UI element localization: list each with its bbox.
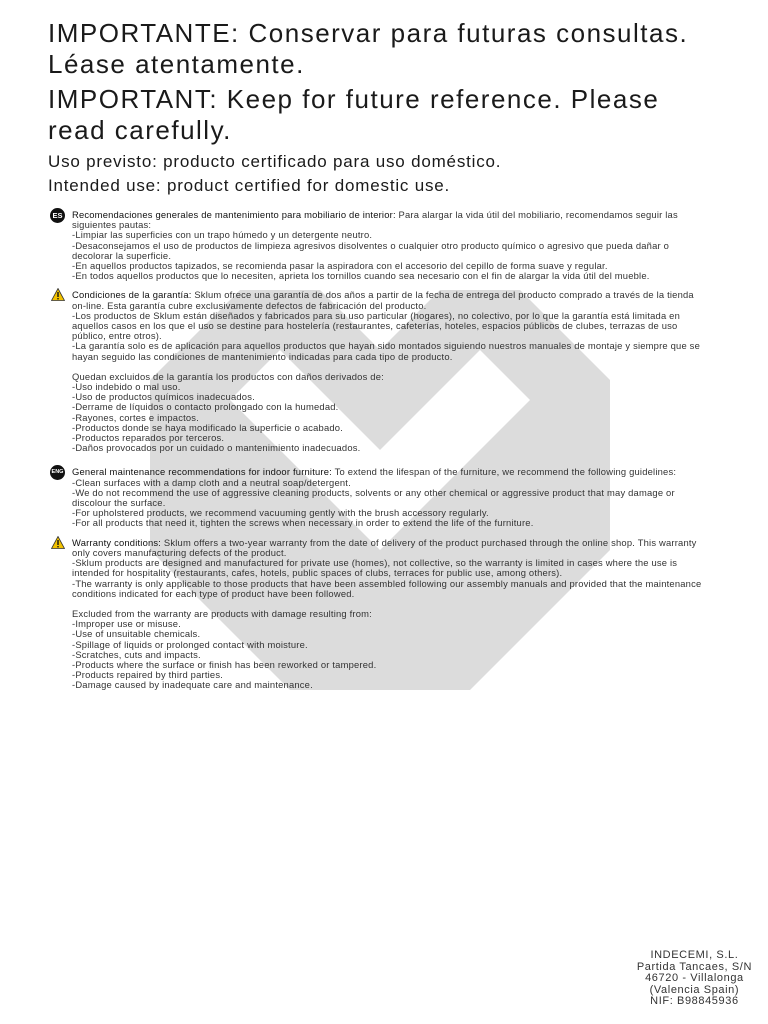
list-item: -The warranty is only applicable to those products that have been assembled following our assembly manuals and provided that the maintenance conditions indicated for each type of product have been followed.	[72, 577, 702, 599]
excluded-title: Excluded from the warranty are products with damage resulting from:	[72, 607, 372, 619]
company-address	[637, 950, 752, 1008]
address-line: (Valencia Spain)	[649, 983, 740, 996]
list-item: -Uso indebido o mal uso.	[72, 381, 181, 393]
list-item: -Limpiar las superficies con un trapo húmedo y un detergente neutro.	[72, 229, 373, 241]
intended-use-en: Intended use: product certified for domestic use.	[48, 176, 451, 195]
company-name: INDECEMI, S.L.	[650, 949, 739, 961]
warning-triangle-icon	[51, 288, 65, 301]
section-intro: Para alargar la vida útil del mobiliario, recomendamos seguir las siguientes pautas:	[72, 209, 678, 231]
warning-triangle-icon	[51, 536, 65, 549]
list-item: -Desaconsejamos el uso de productos de limpieza agresivos disolventes o cualquier otro producto químico o agresivo que pueda dañar o decolorar la superficie.	[72, 239, 670, 261]
warranty-section-en	[48, 538, 708, 691]
list-item: -Uso de productos químicos inadecuados.	[72, 391, 255, 403]
section-intro: Sklum offers a two-year warranty from the date of delivery of the product purchased through the online shop. This warranty only covers manufacturing defects of the product.	[72, 536, 697, 558]
list-item: -La garantía solo es de aplicación para aquellos productos que hayan sido montados siguiendo nuestros manuales de montaje y siempre que se hayan seguido las condiciones de mantenimiento indicadas para cada tipo de producto.	[72, 340, 700, 362]
maintenance-section-en	[48, 467, 708, 528]
list-item: -Use of unsuitable chemicals.	[72, 628, 201, 640]
list-item: -Improper use or misuse.	[72, 618, 182, 630]
address-line: 46720 - Villalonga	[645, 972, 744, 984]
excluded-title: Quedan excluidos de la garantía los productos con daños derivados de:	[72, 370, 384, 382]
list-item: -En aquellos productos tapizados, se recomienda pasar la aspiradora con el accesorio del cepillo de forma suave y regular.	[72, 260, 608, 272]
list-item: -Clean surfaces with a damp cloth and a neutral soap/detergent.	[72, 476, 351, 488]
list-item: -Daños provocados por un cuidado o mantenimiento inadecuados.	[72, 442, 361, 454]
list-item: -Productos reparados por terceros.	[72, 432, 225, 444]
section-title: Recomendaciones generales de mantenimiento para mobiliario de interior:	[72, 209, 396, 220]
list-item: -Productos donde se haya modificado la superficie o acabado.	[72, 421, 344, 433]
list-item: -Products where the surface or finish has been reworked or tampered.	[72, 658, 377, 670]
english-badge-icon: ENG	[50, 465, 65, 480]
list-item: -Scratches, cuts and impacts.	[72, 648, 201, 660]
section-title: Condiciones de la garantía:	[72, 289, 192, 301]
important-notice-en: IMPORTANT: Keep for future reference. Please read carefully.	[48, 84, 660, 145]
list-item: -For all products that need it, tighten the screws when necessary in order to extend the life of the furniture.	[72, 517, 534, 529]
list-item: -Derrame de líquidos o contacto prolongado con la humedad.	[72, 401, 339, 413]
list-item: -Los productos de Sklum están diseñados y fabricados para su uso particular (hogares), no colectivo, por lo que la garantía está limitada en aquellos casos en los que el uso se destine para hostelería (restaurantes, cafeterías, hoteles, espacios públicos de clubes, terrazas de uso público, entre otros).	[72, 309, 681, 342]
list-item: -We do not recommend the use of aggressive cleaning products, solvents or any other chemical or aggressive product that may damage or discolour the surface.	[72, 486, 675, 509]
section-title: Warranty conditions:	[72, 536, 162, 548]
section-title: General maintenance recommendations for indoor furniture:	[72, 466, 332, 478]
list-item: -Rayones, cortes e impactos.	[72, 411, 200, 423]
intended-use-es: Uso previsto: producto certificado para uso doméstico.	[48, 152, 502, 171]
document-body	[48, 18, 708, 691]
list-item: -For upholstered products, we recommend vacuuming gently with the brush accessory regularly.	[72, 507, 489, 519]
tax-id: NIF: B98845936	[650, 995, 739, 1007]
list-item: -Products repaired by third parties.	[72, 669, 224, 681]
warranty-section-es	[48, 290, 708, 453]
section-intro: To extend the lifespan of the furniture, we recommend the following guidelines:	[331, 466, 677, 478]
maintenance-section-es	[48, 210, 708, 281]
address-line: Partida Tancaes, S/N	[636, 960, 752, 973]
spanish-badge-icon: ES	[50, 208, 65, 223]
section-intro: Sklum ofrece una garantía de dos años a partir de la fecha de entrega del producto comprado a través de la tienda on-line. Esta garantía cubre exclusivamente defectos de fabricación del producto.	[72, 289, 694, 311]
important-notice-es: IMPORTANTE: Conservar para futuras consultas. Léase atentamente.	[48, 18, 689, 79]
list-item: -Sklum products are designed and manufactured for private use (homes), not collective, so the warranty is limited in cases where the use is intended for hospitality (restaurants, cafes, hotels, public spaces of clubs, terraces for public use, among others).	[72, 557, 678, 579]
list-item: -Damage caused by inadequate care and maintenance.	[72, 679, 313, 691]
list-item: -Spillage of liquids or prolonged contact with moisture.	[72, 638, 308, 650]
list-item: -En todos aquellos productos que lo necesiten, aprieta los tornillos cuando sea necesario con el fin de alargar la vida útil del mueble.	[72, 270, 650, 282]
